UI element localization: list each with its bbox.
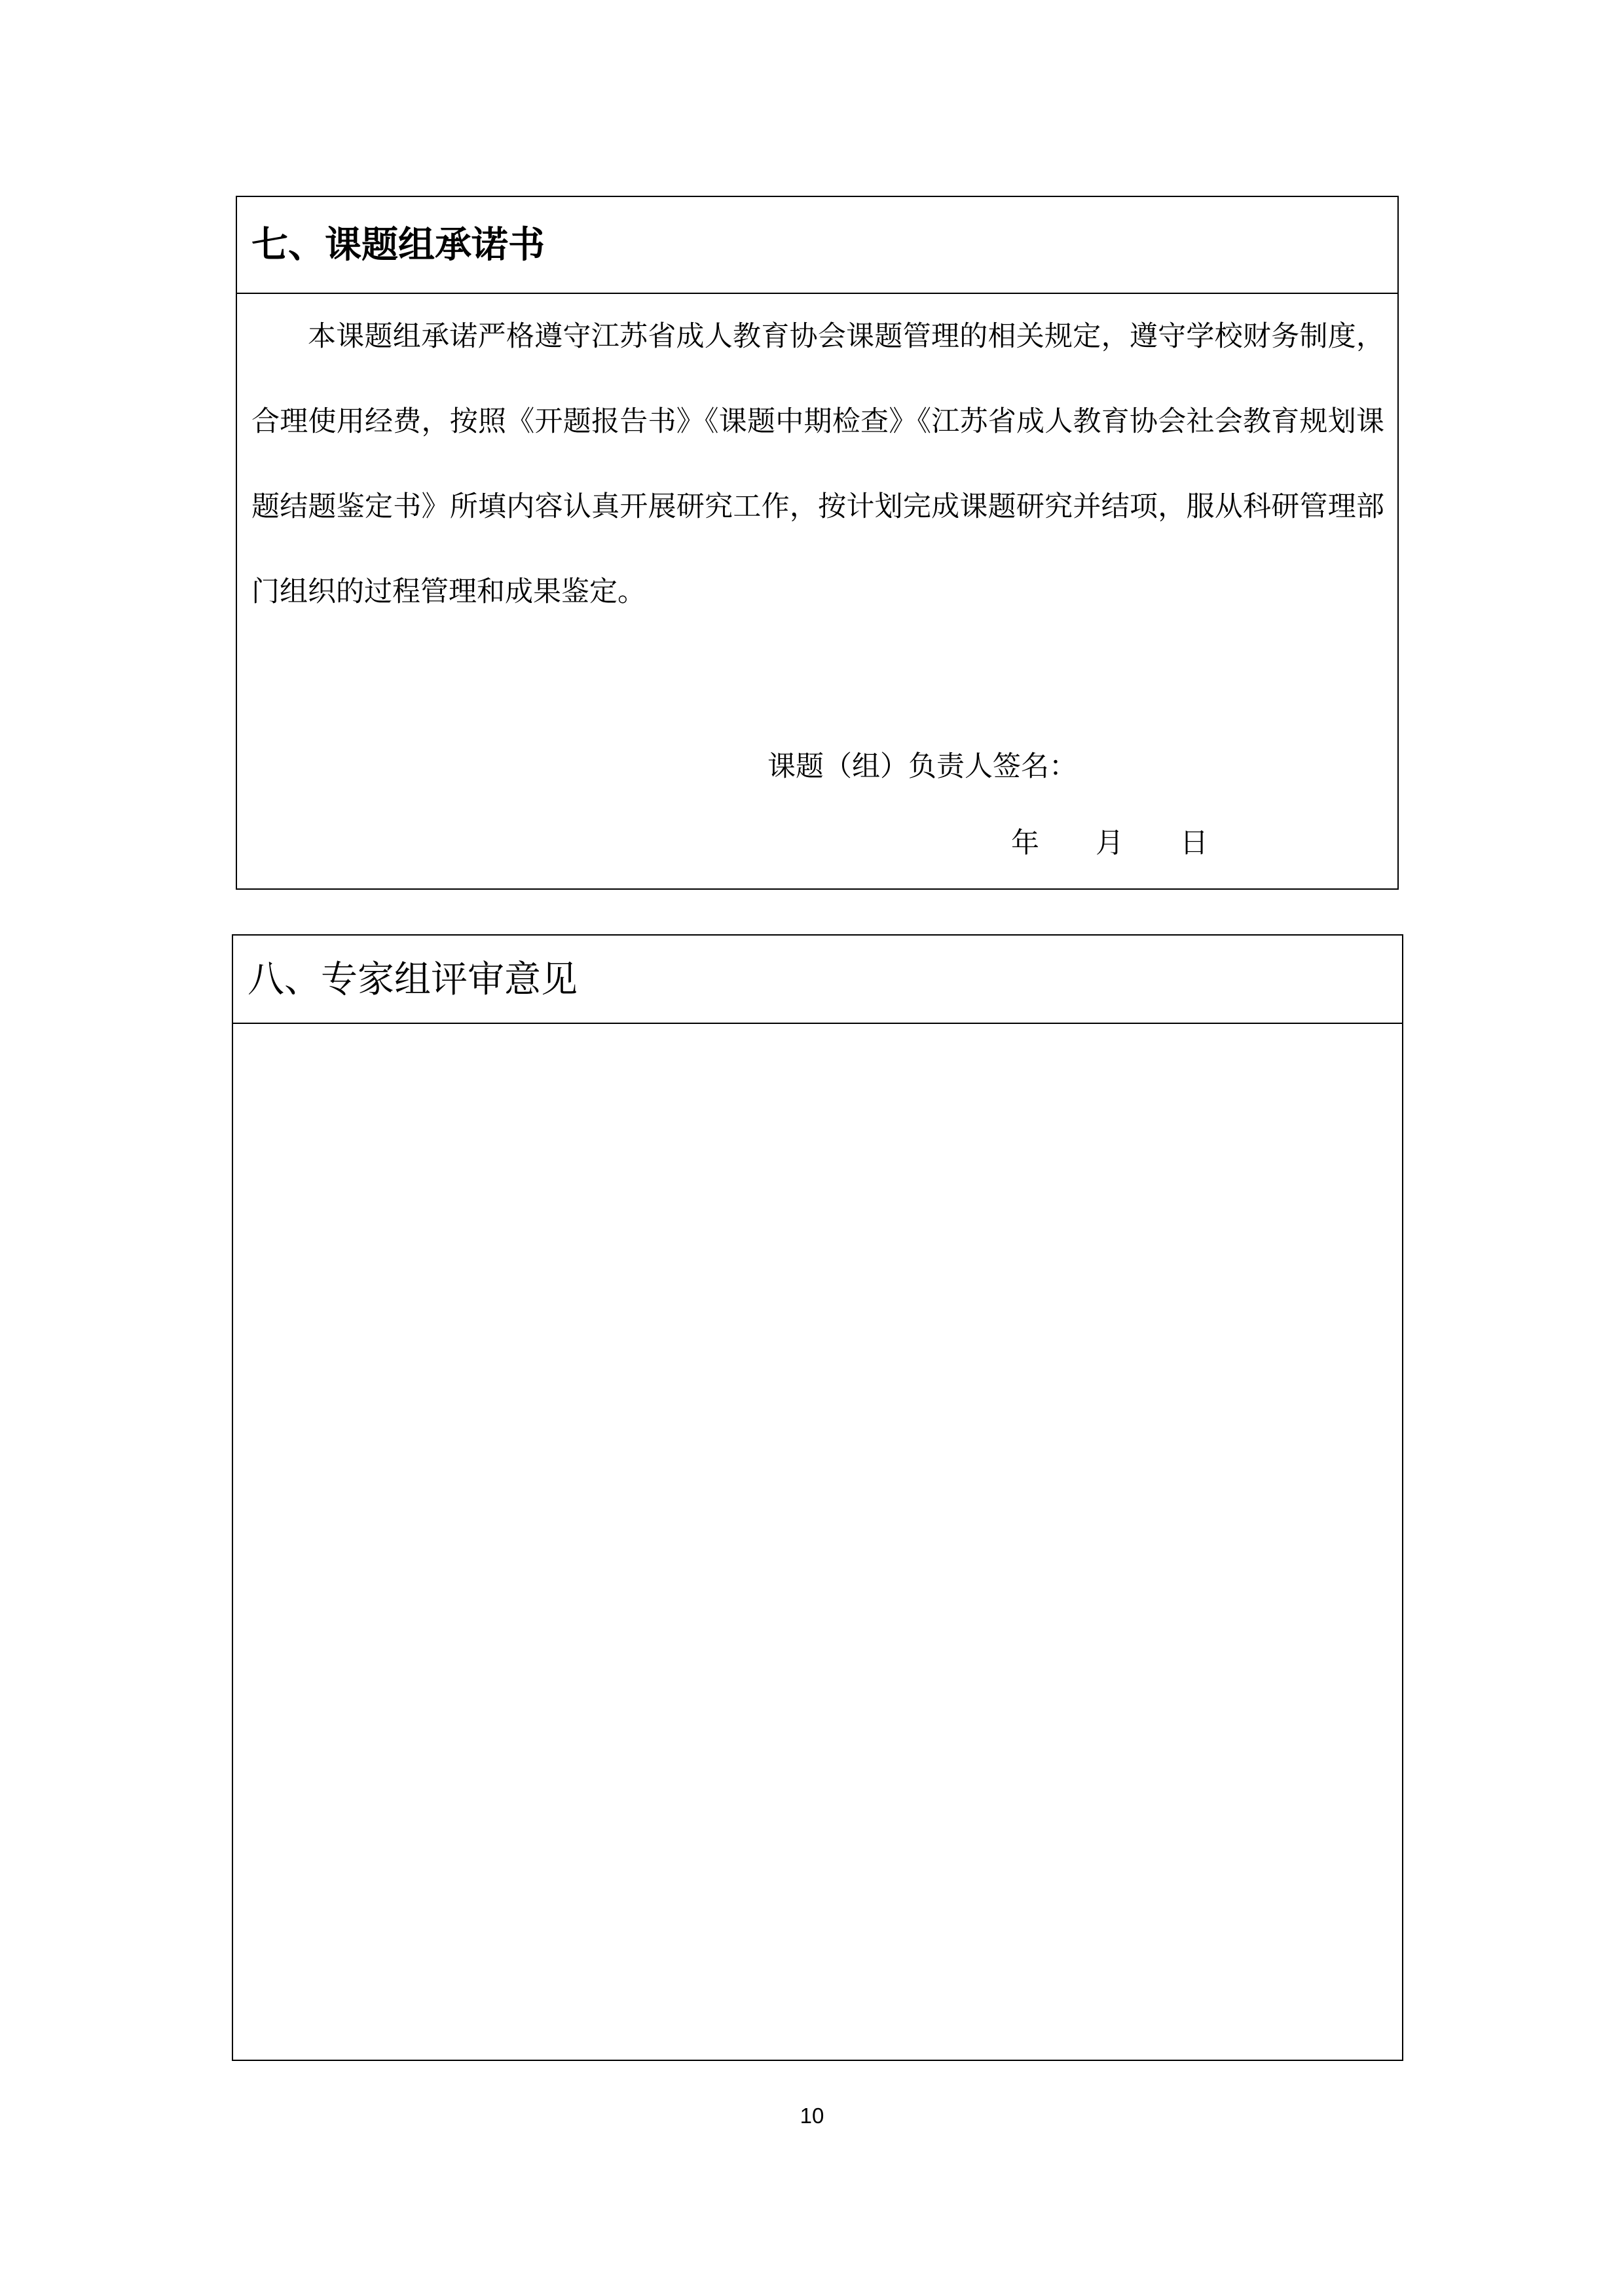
page-number: 10 — [800, 2104, 824, 2128]
expert-review-section — [232, 934, 1403, 2061]
expert-review-header — [233, 936, 1402, 1024]
pledge-text: 本课题组承诺严格遵守江苏省成人教育协会课题管理的相关规定，遵守学校财务制度，合理使用经费，按照《开题报告书》《课题中期检查》《江苏省成人教育协会社会教育规划课题结题鉴定书》所填内容认真开展研究工作，按计划完成课题研究并结项，服从科研管理部门组织的过程管理和成果鉴定。 — [251, 320, 1384, 608]
expert-opinion-area — [233, 1024, 1402, 2060]
expert-review-title: 八、专家组评审意见 — [248, 958, 578, 1001]
signature-label: 课题（组）负责人签名： — [767, 750, 1077, 783]
date-year-label: 年 — [1011, 827, 1039, 860]
pledge-section-header — [237, 197, 1397, 294]
date-day-label: 日 — [1180, 827, 1208, 860]
pledge-section — [236, 196, 1399, 890]
signature-date — [1011, 824, 1208, 863]
pledge-section-title: 七、课题组承诺书 — [251, 224, 545, 266]
date-month-label: 月 — [1096, 827, 1124, 860]
